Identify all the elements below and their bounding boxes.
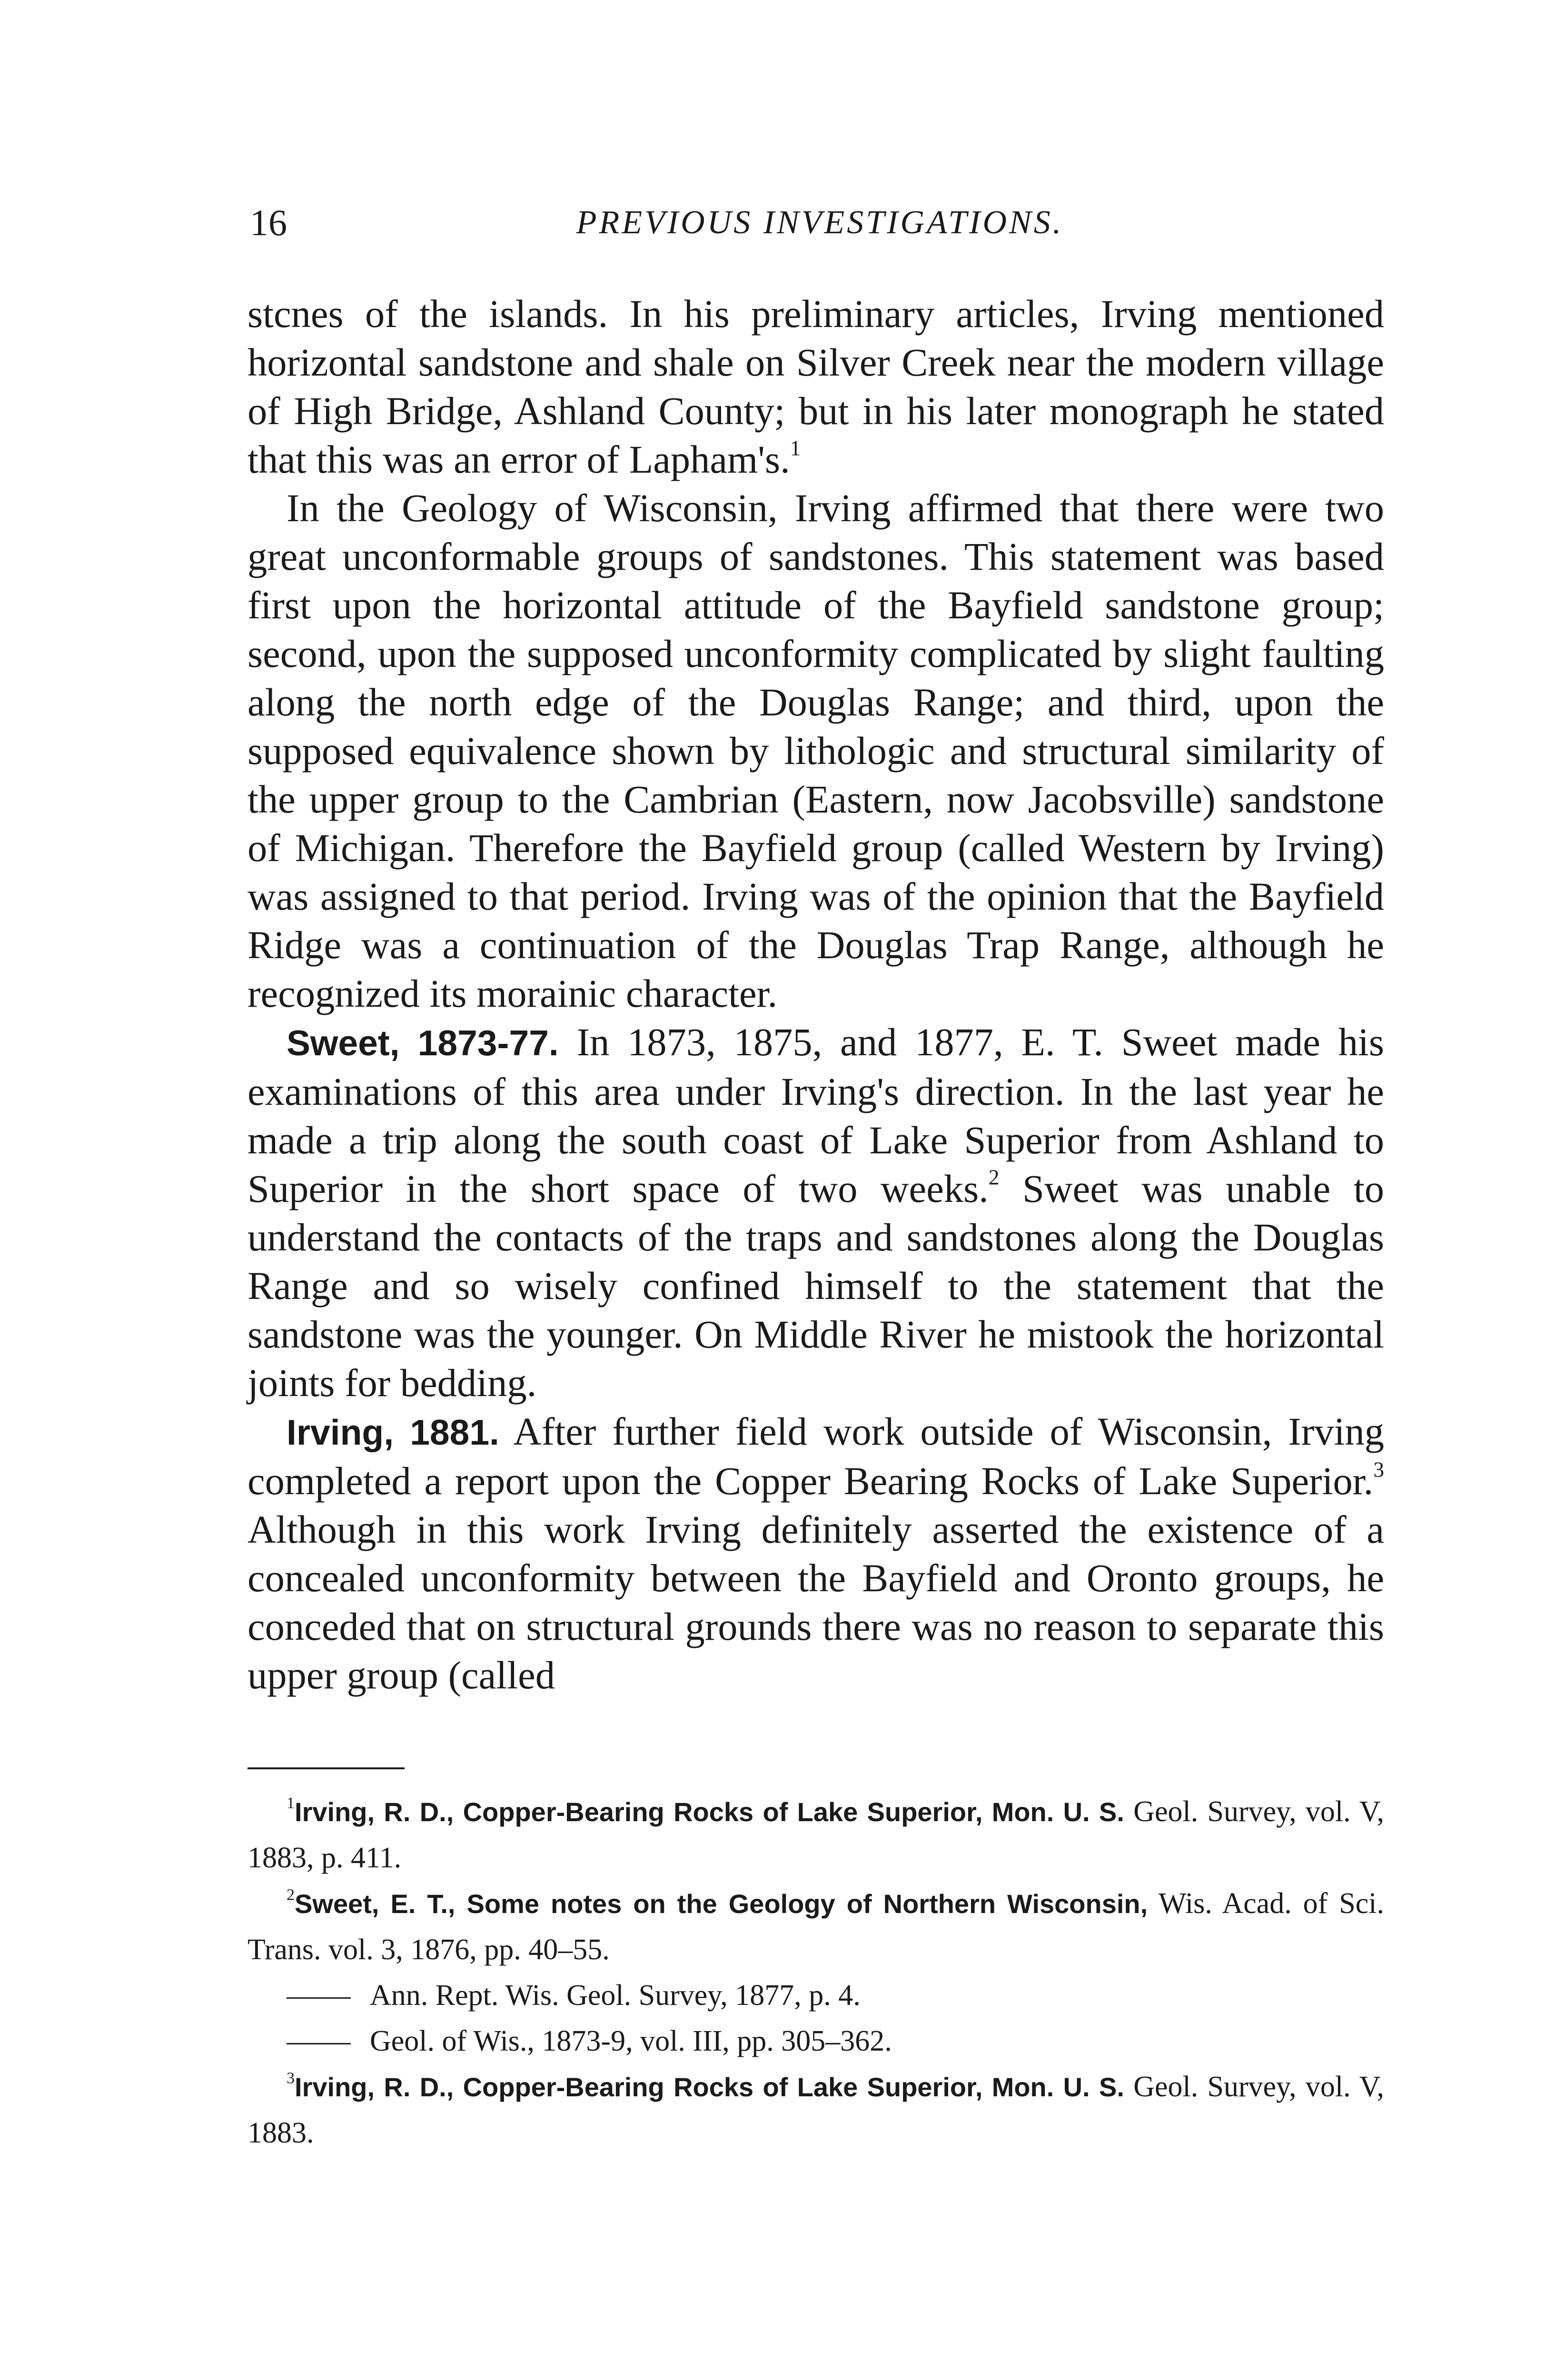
- footnote-ref: 2: [988, 1165, 1000, 1190]
- paragraph-text: After further field work outside of Wisconsin, Irving completed a report upon the Copper Bearing Rocks of Lake Superior.: [248, 1409, 1384, 1503]
- footnote-text: Geol. of Wis., 1873-9, vol. III, pp. 305–362.: [370, 2025, 892, 2057]
- footnote-text: Geol. Survey, vol. V, 1883, p. 411.: [248, 1795, 1385, 1874]
- ditto-dash: [287, 1997, 351, 1999]
- body-text: [248, 289, 1384, 1699]
- footnote-mark: 2: [287, 1886, 295, 1904]
- footnote-lead: Irving, R. D., Copper-Bearing Rocks of Lake Superior, Mon. U. S.: [295, 2072, 1124, 2102]
- footnotes: [248, 1789, 1384, 2156]
- section-lead: Irving, 1881.: [287, 1412, 499, 1452]
- footnote-text: Ann. Rept. Wis. Geol. Survey, 1877, p. 4.: [370, 1979, 861, 2012]
- paragraph: [248, 289, 1384, 484]
- paragraph: [248, 1407, 1384, 1699]
- page-number: 16: [250, 202, 287, 243]
- footnote-lead: Irving, R. D., Copper-Bearing Rocks of Lake Superior, Mon. U. S.: [295, 1797, 1124, 1827]
- footnote: [248, 2018, 1384, 2064]
- paragraph-text: In 1873, 1875, and 1877, E. T. Sweet made his examinations of this area under Irving's direction. In the last year he made a trip along the south coast of Lake Superior from Ashland to Superior in the short space of two weeks.: [248, 1020, 1384, 1210]
- footnote: [248, 1881, 1384, 1973]
- running-head: PREVIOUS INVESTIGATIONS.: [576, 204, 1064, 241]
- footnote-ref: 1: [790, 436, 801, 460]
- ditto-dash: [287, 2043, 351, 2044]
- footnote: [248, 2064, 1384, 2156]
- section-lead: Sweet, 1873-77.: [287, 1023, 559, 1063]
- paragraph-text: Although in this work Irving definitely asserted the existence of a concealed unconformity between the Bayfield and Oronto groups, he conceded that on structural grounds there was no reason to separate this upper group (called: [248, 1507, 1384, 1697]
- footnote-rule: [248, 1767, 405, 1769]
- paragraph-text: Sweet was unable to understand the contacts of the traps and sandstones along the Douglas Range and so wisely confined himself to the statement that the sandstone was the younger. On Middle River he mistook the horizontal joints for bedding.: [248, 1167, 1385, 1405]
- footnote: [248, 1973, 1384, 2018]
- paragraph-text: stcnes of the islands. In his preliminary articles, Irving mentioned horizontal sandstone and shale on Silver Creek near the modern village of High Bridge, Ashland County; but in his later monograph he stated that this was an error of Lapham's.: [248, 292, 1384, 481]
- footnote-text: Geol. Survey, vol. V, 1883.: [248, 2071, 1385, 2149]
- paragraph: [248, 1018, 1384, 1407]
- footnote-mark: 3: [287, 2069, 295, 2087]
- footnote-lead: Sweet, E. T., Some notes on the Geology of Northern Wisconsin,: [295, 1889, 1148, 1919]
- page-header: [250, 199, 1390, 251]
- footnote-text: Wis. Acad. of Sci. Trans. vol. 3, 1876, pp. 40–55.: [248, 1887, 1384, 1966]
- footnote-mark: 1: [287, 1794, 295, 1812]
- footnote-ref: 3: [1373, 1458, 1384, 1482]
- footnote: [248, 1789, 1384, 1881]
- paragraph: In the Geology of Wisconsin, Irving affirmed that there were two great unconformable groups of sandstones. This statement was based first upon the horizontal attitude of the Bayfield sandstone group; second, upon the supposed unconformity complicated by slight faulting along the north edge of the Douglas Range; and third, upon the supposed equivalence shown by lithologic and structural similarity of the upper group to the Cambrian (Eastern, now Jacobsville) sandstone of Michigan. Therefore the Bayfield group (called Western by Irving) was assigned to that period. Irving was of the opinion that the Bayfield Ridge was a continuation of the Douglas Trap Range, although he recognized its morainic character.: [248, 486, 1384, 1015]
